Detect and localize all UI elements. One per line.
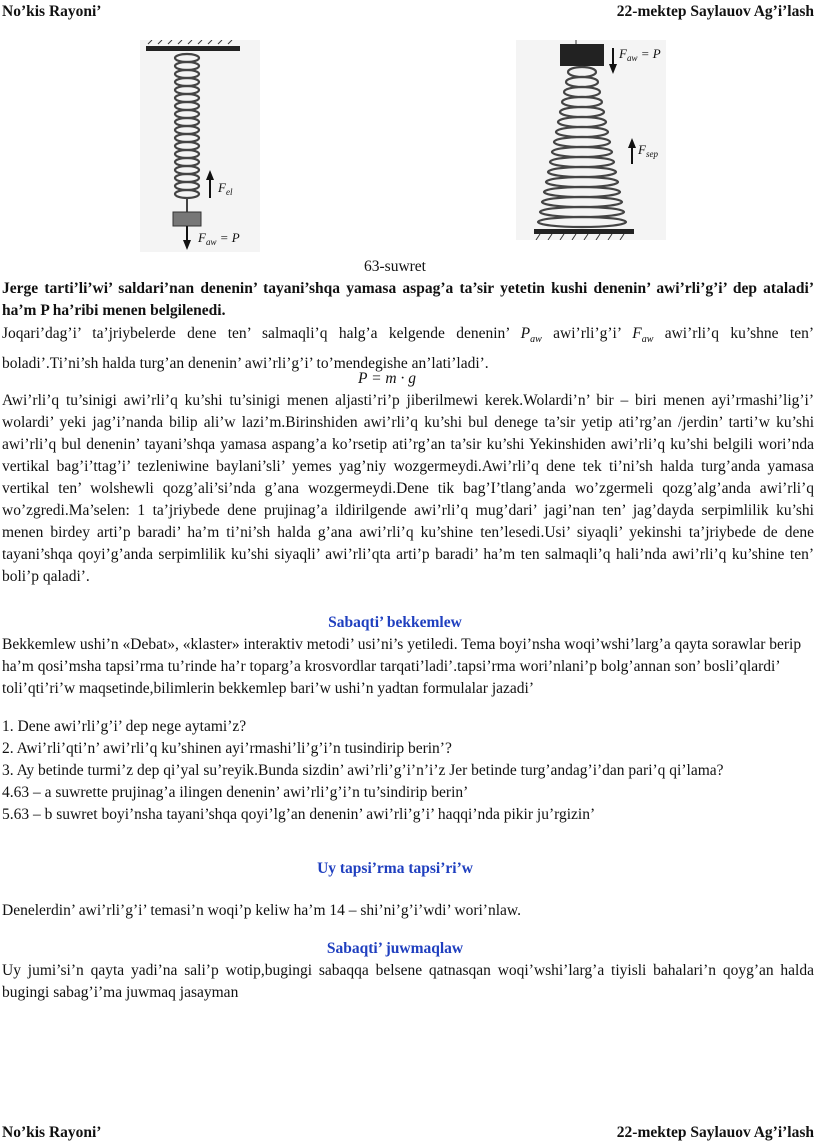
reinforcement-intro: Bekkemlew ushi’n «Debat», «klaster» interaktiv metodi’ usi’ni’s yetiledi. Tema boyi’nsha woqi’wshi’larg’a qayta sorawlar berip ha’m qosi’msha tapsi’rma tu’rinde ha’r toparg’a krosvordlar tarqati’ladi’.tapsi’rma wori’nlani’p bolg’annan son’ bosli’qlardi’ toli’qti’ri’w maqsetinde,bilimlerin bekkemlep bari’w ushi’n yadtan formulalar jazadi’ xyxy=(2,636,802,697)
list-item: 2. Awi’rli’qti’n’ awi’rli’q ku’shinen ayi’rmashi’li’g’i’n tusindirip berin’? xyxy=(2,740,452,757)
page-footer xyxy=(0,1124,816,1146)
list-item: 3. Ay betinde turmi’z dep qi’yal su’reyik.Bunda sizdin’ awi’rli’g’i’n’i’z Jer betinde turg’andag’i’dan pari’q qi’lama? xyxy=(2,762,724,779)
label-faw-right: $F_{aw} = P$ xyxy=(619,46,661,63)
paragraph-weight-equality: Joqari’dag’i’ ta’jriybelerde dene ten’ salmaqli’q halg’a kelgende denenin’ $P_{aw}$ awi’rli’g’i’ $F_{aw}$ awi’rli’q ku’shne ten’ boladi’.Ti’ni’sh halda turg’an denenin’ awi’rli’g’i’ to’mendegishe an’lati’ladi’. xyxy=(2,325,814,373)
footer-right: 22-mektep Saylauov Ag’i’lash xyxy=(616,1124,814,1141)
paragraph-weight-vs-gravity: Awi’rli’q tu’sinigi awi’rli’q ku’shi tu’sinigi menen aljasti’ri’p jiberilmewi kerek.Wolardi’n’ bir – biri menen ayi’rmashi’lig’i’ wolardi’ yeki jag’i’nanda bilip ali’w lazi’m.Birinshiden awi’rli’q ku’shi bul denege ta’sir yetip ati’rg’an /jerdin’ tarti’w ku’shi awi’rli’q bul denenin’ tayani’shqa yamasa aspang’a ko’rsetip ati’rg’an ta’sir ku’shi Yekinshiden awi’rli’q ku’shi belgili wori’nda vertikal bag’i’ttag’i’ tezleniwine baylani’sli’ yemes yag’niy wozgermeydi.Awi’rli’q dene tek ti’ni’sh halda turg’anda yamasa vertikal ten’ wolshewli qozg’ali’si’nda g’ana wozgermeydi.Dene tik bag’I’tlang’anda wo’zgermeli qozg’alg’anda awi’rli’q wo’zgredi.Ma’selen: 1 ta’jriybede dene prujinag’a ildirilgende awi’rli’q mug’dari’ jagi’nan ten’ jag’dayda serpimlilik ku’shi menen birdey arti’p baradi’ ha’m ti’ni’sh halda g’ana awi’rli’q ku’shine ten’lesedi.Usi’ siyaqli’ yekinshi ta’jriybede de dene tayani’shqa qoyi’g’anda serpimlilik ku’shi siyaqli’ awi’rli’qta arti’p baradi’ ha’m ten salmaqli’q hali’nda awi’rli’q ku’shine ten’ boli’p qaladi’. xyxy=(2,392,814,585)
list-item: 4.63 – a suwrette prujinag’a ilingen denenin’ awi’rli’g’i’n tu’sindirip berin’ xyxy=(2,784,469,801)
symbol-f-aw: $F_{aw}$ xyxy=(632,325,654,346)
figure-hanging-spring xyxy=(140,40,260,252)
homework-text: Denelerdin’ awi’rli’g’i’ temasi’n woqi’p keliw ha’m 14 – shi’ni’g’i’wdi’ wori’nlaw. xyxy=(2,902,521,919)
question-list xyxy=(2,716,814,826)
formula-weight: P = m · g xyxy=(358,370,416,387)
list-item: 5.63 – b suwret boyi’nsha tayani’shqa qoyi’lg’an denenin’ awi’rli’g’i’ haqqi’nda pikir ju’rgizin’ xyxy=(2,806,596,823)
list-item: 1. Dene awi’rli’g’i’ dep nege aytami’z? xyxy=(2,718,247,735)
label-faw-left: $F_{aw} = P$ xyxy=(198,230,240,247)
section-title-reinforcement: Sabaqti’ bekkemlew xyxy=(328,614,462,631)
section-title-conclusion: Sabaqti’ juwmaqlaw xyxy=(326,940,464,957)
label-fel: $F_{el}$ xyxy=(218,180,233,197)
figure-supported-spring xyxy=(516,40,666,240)
definition-paragraph: Jerge tarti’li’wi’ saldari’nan denenin’ tayani’shqa yamasa aspag’a ta’sir yetetin kushi denenin’ awi’rli’g’i’ dep ataladi’ ha’m P ha’ribi menen belgilenedi. xyxy=(2,280,814,319)
header-left: No’kis Rayoni’ xyxy=(2,3,102,20)
conclusion-text: Uy jumi’si’n qayta yadi’na sali’p wotip,bugingi sabaqqa belsene qatnasqan woqi’wshi’larg’a tiyisli bahalari’n qoyg’an halda bugingi sabag’i’ma juwmaq jasayman xyxy=(2,962,814,1001)
label-fsep: $F_{sep}$ xyxy=(638,142,658,159)
header-right: 22-mektep Saylauov Ag’i’lash xyxy=(616,3,814,20)
symbol-p-aw: $P_{aw}$ xyxy=(520,325,542,346)
section-title-homework: Uy tapsi’rma tapsi’ri’w xyxy=(317,860,473,877)
figure-caption: 63-suwret xyxy=(364,258,426,275)
page-header xyxy=(0,3,816,25)
footer-left: No’kis Rayoni’ xyxy=(2,1124,102,1141)
